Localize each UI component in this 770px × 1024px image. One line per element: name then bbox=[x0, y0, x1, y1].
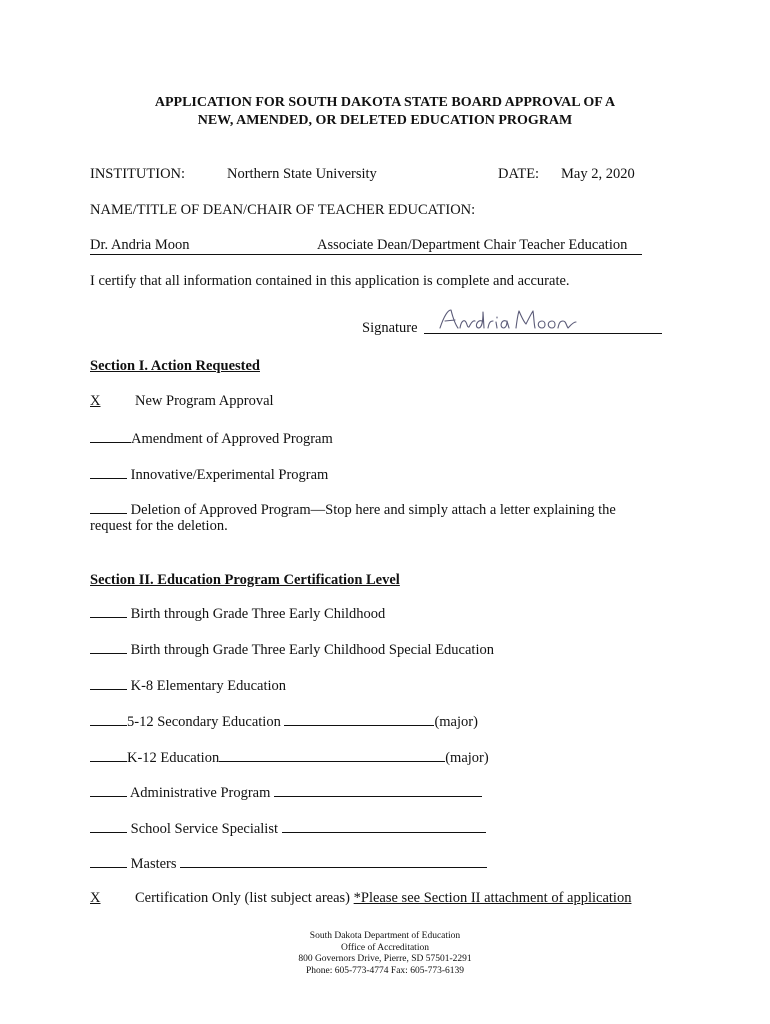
section-2-item-masters bbox=[90, 854, 487, 873]
checkbox-blank[interactable] bbox=[90, 783, 127, 797]
checkbox-blank[interactable] bbox=[90, 465, 127, 479]
section-2-item-k12 bbox=[90, 748, 489, 767]
item-label: Birth through Grade Three Early Childhood Special Education bbox=[130, 642, 494, 658]
item-label: New Program Approval bbox=[135, 393, 274, 409]
institution-label: INSTITUTION: bbox=[90, 166, 186, 182]
handwritten-signature bbox=[436, 306, 581, 334]
dean-title: Associate Dean/Department Chair Teacher Education bbox=[317, 237, 628, 253]
footer-line-4: Phone: 605-773-4774 Fax: 605-773-6139 bbox=[305, 965, 465, 976]
attachment-note: *Please see Section II attachment of application bbox=[353, 890, 632, 906]
document-title-line-2: NEW, AMENDED, OR DELETED EDUCATION PROGRAM bbox=[197, 113, 573, 128]
section-1-item-innovative bbox=[90, 465, 328, 484]
item-label: Amendment of Approved Program bbox=[131, 431, 333, 447]
checkbox-mark[interactable]: X bbox=[90, 393, 101, 409]
section-1-item-new-program bbox=[90, 393, 274, 410]
item-label: Innovative/Experimental Program bbox=[130, 467, 329, 483]
section-2-item-5-12-secondary bbox=[90, 712, 478, 731]
section-2-item-birth-grade3 bbox=[90, 604, 385, 623]
major-field[interactable] bbox=[219, 748, 445, 762]
signature-label: Signature bbox=[362, 320, 418, 336]
major-suffix: (major) bbox=[445, 750, 489, 766]
section-1-item-deletion-continued: request for the deletion. bbox=[90, 518, 228, 534]
section-1-item-deletion bbox=[90, 500, 616, 519]
item-label: School Service Specialist bbox=[130, 821, 279, 837]
checkbox-blank[interactable] bbox=[90, 748, 127, 762]
section-1-heading: Section I. Action Requested bbox=[90, 358, 260, 374]
checkbox-blank[interactable] bbox=[90, 640, 127, 654]
item-label: K-12 Education bbox=[127, 750, 220, 766]
checkbox-blank[interactable] bbox=[90, 500, 127, 514]
section-2-item-k8 bbox=[90, 676, 286, 695]
item-label: Certification Only (list subject areas) bbox=[135, 890, 351, 906]
major-field[interactable] bbox=[284, 712, 434, 726]
checkbox-mark[interactable]: X bbox=[90, 890, 101, 906]
section-2-item-certification-only bbox=[90, 890, 631, 907]
checkbox-blank[interactable] bbox=[90, 712, 127, 726]
institution-value: Northern State University bbox=[227, 166, 377, 182]
section-2-item-birth-grade3-special bbox=[90, 640, 494, 659]
checkbox-blank[interactable] bbox=[90, 604, 127, 618]
item-label: Administrative Program bbox=[129, 785, 271, 801]
item-label: Masters bbox=[130, 856, 177, 872]
footer-line-1: South Dakota Department of Education bbox=[309, 931, 461, 941]
major-suffix: (major) bbox=[434, 714, 478, 730]
program-field[interactable] bbox=[282, 819, 486, 833]
checkbox-blank[interactable] bbox=[90, 819, 127, 833]
checkbox-blank[interactable] bbox=[90, 854, 127, 868]
certification-statement: I certify that all information contained in this application is complete and accurate. bbox=[90, 273, 570, 289]
section-2-item-school-service bbox=[90, 819, 486, 838]
section-1-item-amendment bbox=[90, 429, 333, 448]
footer-line-2: Office of Accreditation bbox=[341, 942, 429, 953]
checkbox-blank[interactable] bbox=[90, 676, 127, 690]
section-2-item-administrative bbox=[90, 783, 482, 802]
item-label: K-8 Elementary Education bbox=[130, 678, 287, 694]
item-label: Birth through Grade Three Early Childhood bbox=[130, 606, 386, 622]
program-field[interactable] bbox=[180, 854, 487, 868]
program-field[interactable] bbox=[274, 783, 482, 797]
footer-line-3: 800 Governors Drive, Pierre, SD 57501-2291 bbox=[298, 954, 472, 964]
date-value: May 2, 2020 bbox=[561, 166, 635, 182]
checkbox-blank[interactable] bbox=[90, 429, 131, 443]
document-title-line-1: APPLICATION FOR SOUTH DAKOTA STATE BOARD APPROVAL OF A bbox=[154, 95, 616, 110]
dean-label: NAME/TITLE OF DEAN/CHAIR OF TEACHER EDUCATION: bbox=[90, 202, 476, 218]
section-2-heading: Section II. Education Program Certification Level bbox=[90, 572, 400, 588]
item-label: Deletion of Approved Program—Stop here and simply attach a letter explaining the bbox=[130, 502, 616, 518]
item-label: 5-12 Secondary Education bbox=[127, 714, 281, 730]
dean-name: Dr. Andria Moon bbox=[90, 237, 190, 253]
date-label: DATE: bbox=[498, 166, 540, 182]
